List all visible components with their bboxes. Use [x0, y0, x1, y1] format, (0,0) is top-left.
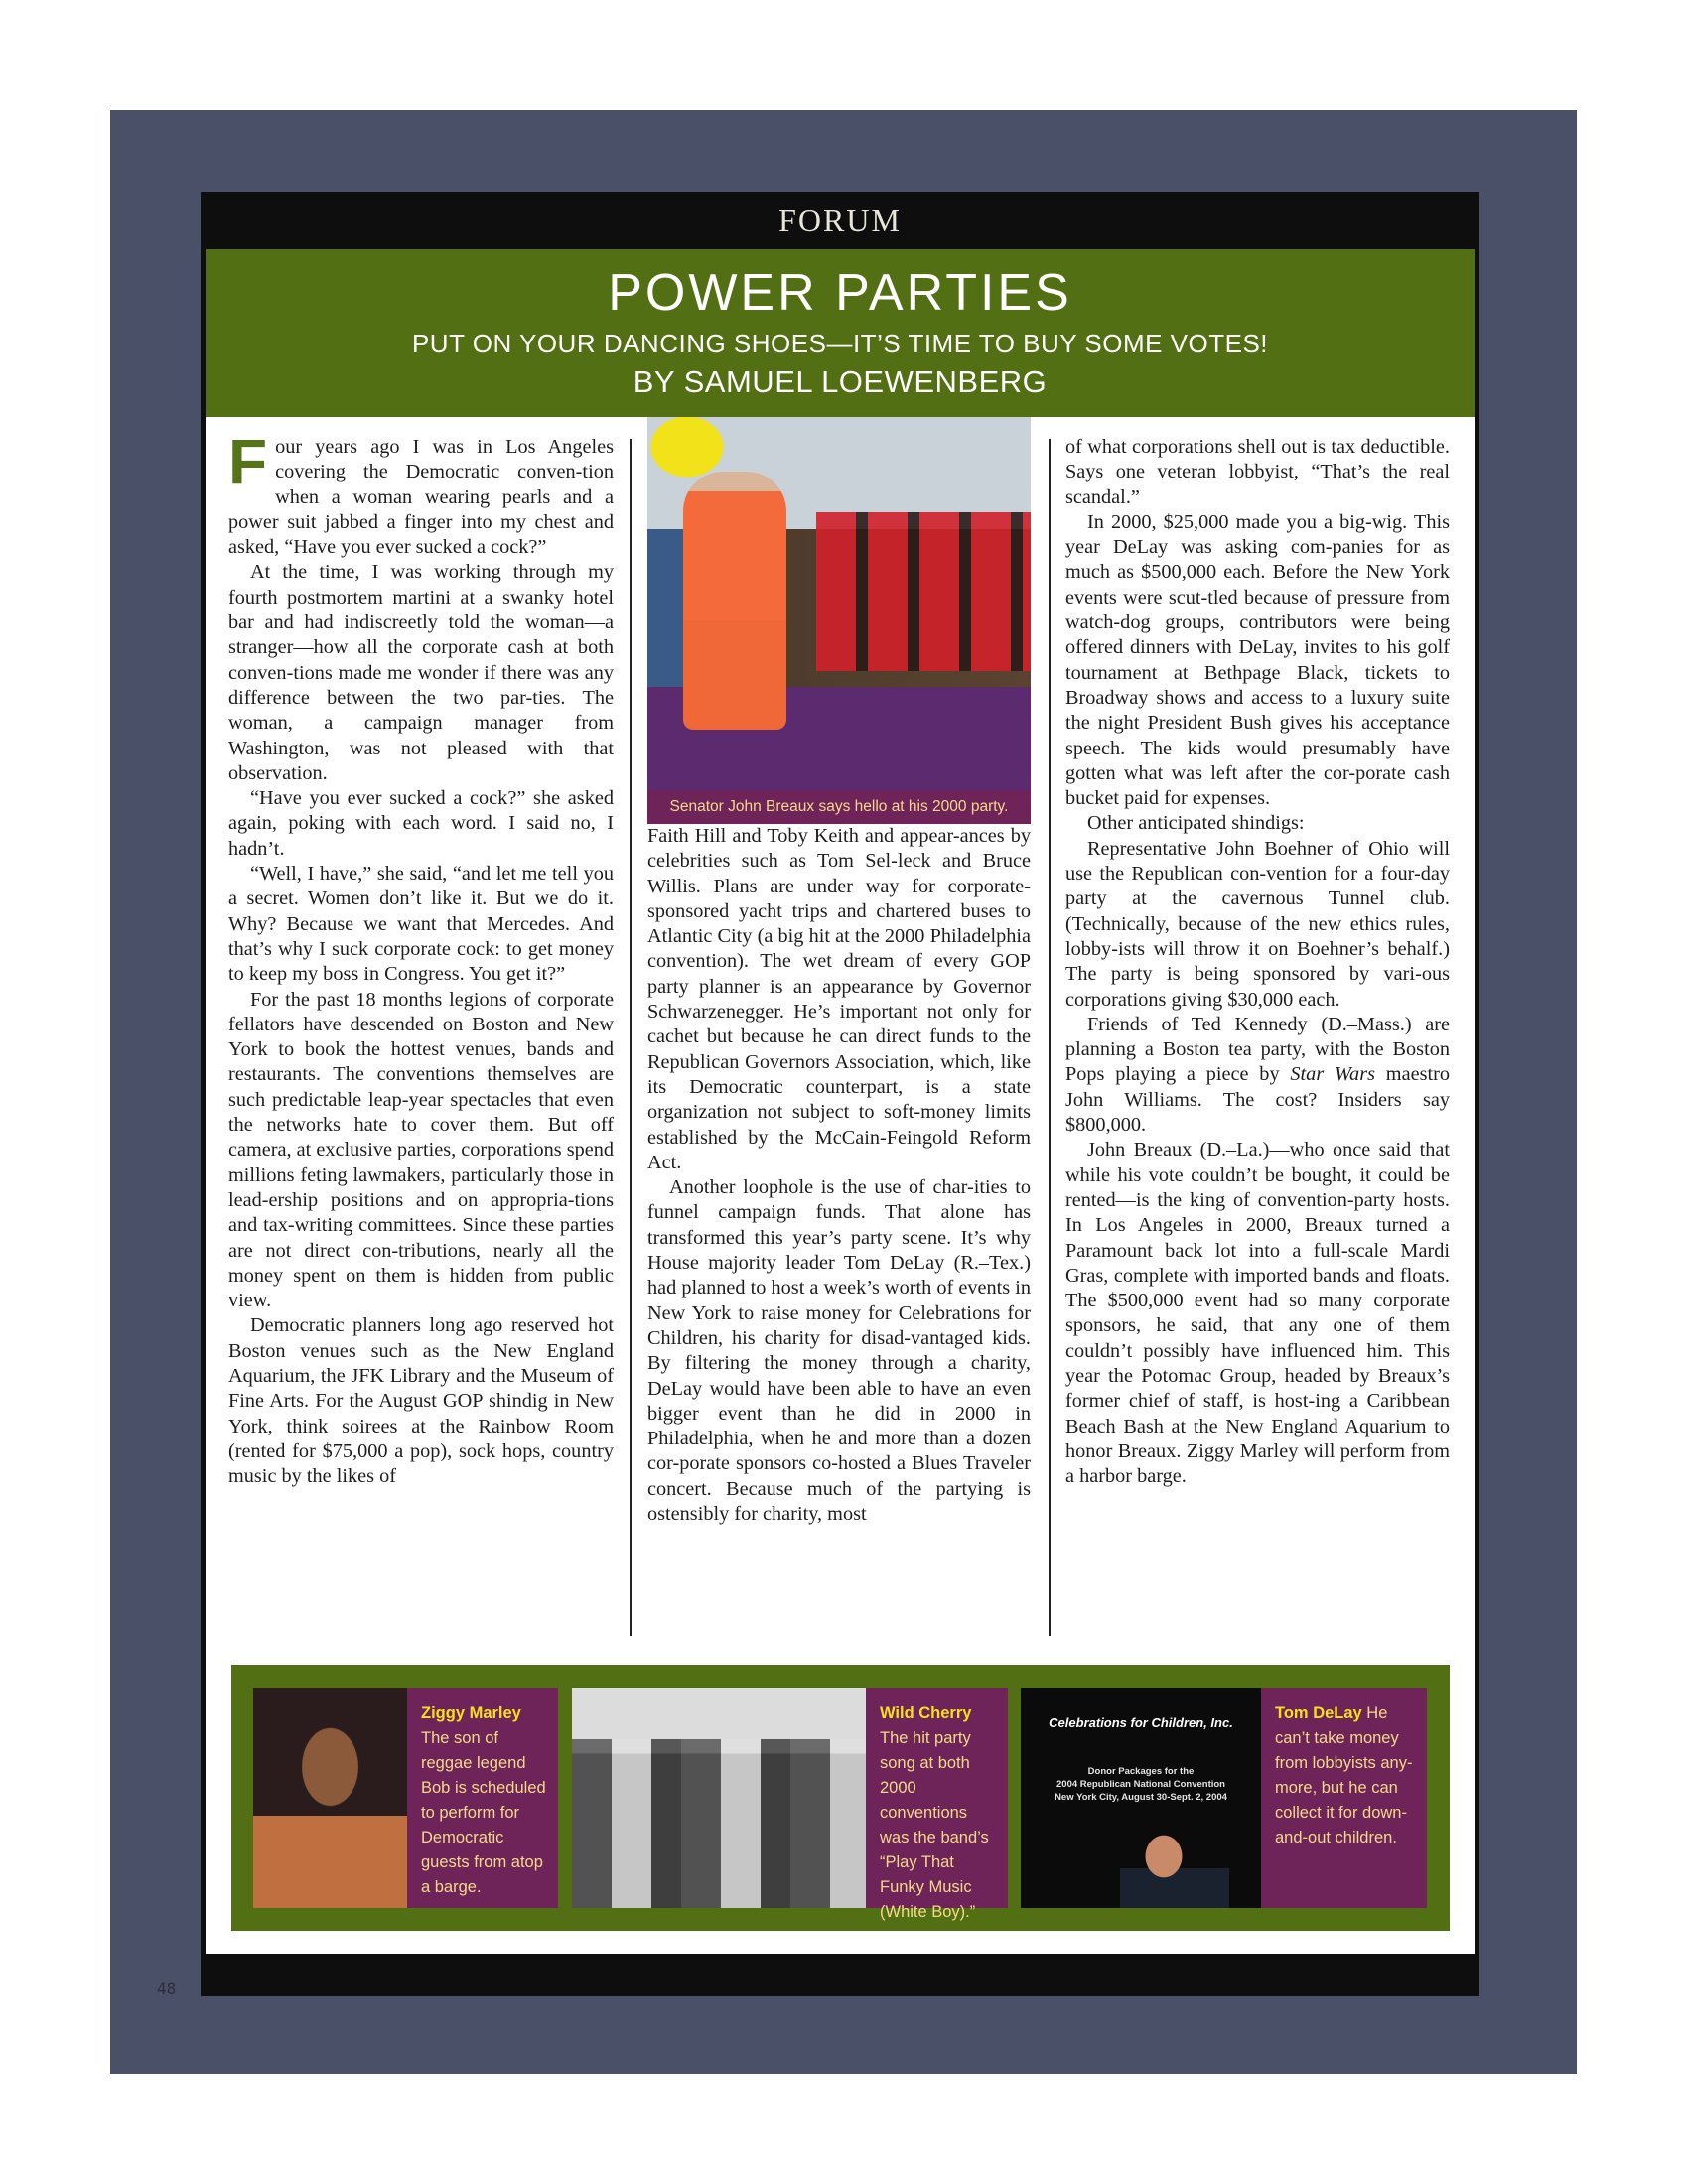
- caption-name: Tom DeLay: [1275, 1705, 1362, 1722]
- brass-band-figures: [816, 512, 1031, 671]
- caption-name: Wild Cherry: [880, 1705, 972, 1722]
- article-column-1: [228, 426, 615, 1636]
- senator-figure: [683, 472, 786, 730]
- paragraph-text: maestro John Williams. The cost? Insiders say $800,000.: [1065, 1063, 1450, 1137]
- sidebar-item-wild-cherry: [572, 1688, 1008, 1921]
- paragraph: Faith Hill and Toby Keith and appear-ances by celebrities such as Tom Sel-leck and Bruce Willis. Plans are under way for corporate-sponsored yacht trips and chartered buses to Atlantic City (a big hit at the 2000 Philadelphia convention). The wet dream of every GOP party planner is an appearance by Governor Schwarzenegger. He’s important not only for cachet but because he can direct funds to the Republican Governors Association, which, like its Democratic counterpart, is a state organization not subject to soft-money limits established by the McCain-Feingold Reform Act.: [647, 825, 1031, 1173]
- headline-title: POWER PARTIES: [608, 264, 1072, 322]
- speaker-figure: [1120, 1829, 1229, 1908]
- article-column-3: [1065, 435, 1450, 1636]
- paragraph: of what corporations shell out is tax deductible. Says one veteran lobbyist, “That’s the real scandal.”: [1065, 436, 1450, 508]
- article-column-2: [647, 824, 1031, 1638]
- section-label: FORUM: [778, 203, 902, 238]
- paragraph: For the past 18 months legions of corporate fellators have descended on Boston and New York to book the hottest venues, bands and restaurants. The conventions themselves are such predictable leap-year spectacles that even the networks hate to cover them. But off camera, at exclusive parties, corporations spend millions feting lawmakers, particularly those in lead-ership positions and on appropria-tions and tax-writing committees. Since these parties are not direct con-tributions, nearly all the money spent on them is hidden from public view.: [228, 988, 615, 1312]
- headline-deck: PUT ON YOUR DANCING SHOES—IT’S TIME TO BUY SOME VOTES!: [411, 329, 1269, 358]
- photo-subtitle-line: New York City, August 30-Sept. 2, 2004: [1055, 1792, 1227, 1803]
- paragraph: Other anticipated shindigs:: [1087, 812, 1305, 835]
- italic-title: Star Wars: [1290, 1063, 1375, 1086]
- paragraph: Representative John Boehner of Ohio will use the Republican con-vention for a four-day party at the cavernous Tunnel club. (Technically, because of the new ethics rules, lobby-ists will throw it on Boehner’s behalf.) The party is being sponsored by vari-ous corporations giving $30,000 each.: [1065, 837, 1450, 1011]
- sidebar-caption: [866, 1688, 1008, 1921]
- caption-text: He can’t take money from lobbyists any-more, but he can collect it for down-and-out children.: [1275, 1705, 1413, 1846]
- hero-photo: [647, 417, 1031, 824]
- page-number: 48: [157, 1979, 177, 1998]
- paragraph: [1065, 1013, 1450, 1138]
- sidebar-item-ziggy-marley: [253, 1688, 558, 1908]
- caption-name: Ziggy Marley: [421, 1705, 521, 1722]
- paragraph-text: Friends of Ted Kennedy (D.–Mass.) are planning a Boston tea party, with the Boston Pops playing a piece by: [1065, 1013, 1450, 1086]
- headline-banner: [206, 249, 1475, 417]
- paragraph: John Breaux (D.–La.)—who once said that while his vote couldn’t be bought, it could be rented—is the king of convention-party hosts. In Los Angeles in 2000, Breaux turned a Paramount back lot into a full-scale Mardi Gras, complete with imported bands and floats. The $500,000 event had so many corporate sponsors, he said, that any one of them couldn’t possibly have influenced him. This year the Potomac Group, headed by Breaux’s former chief of staff, is host-ing a Caribbean Beach Bash at the New England Aquarium to honor Breaux. Ziggy Marley will perform from a harbor barge.: [1065, 1139, 1450, 1488]
- column-divider: [630, 439, 632, 1636]
- band-members-image: [572, 1739, 866, 1908]
- sidebar-caption: [1261, 1688, 1427, 1908]
- hero-caption: Senator John Breaux says hello at his 2000 party.: [647, 790, 1031, 824]
- tom-delay-photo: [1021, 1688, 1261, 1908]
- photo-subtitle-line: Donor Packages for the: [1087, 1766, 1195, 1777]
- wild-cherry-photo: [572, 1688, 866, 1908]
- ziggy-marley-photo: [253, 1688, 407, 1908]
- paragraph: At the time, I was working through my fourth postmortem martini at a swanky hotel bar and had indiscreetly told the woman—a stranger—how all the corporate cash at both conven-tions made me wonder if there was any difference between the two par-ties. The woman, a campaign manager from Washington, was not pleased with that observation.: [228, 561, 614, 784]
- byline: BY SAMUEL LOEWENBERG: [633, 364, 1048, 399]
- paragraph: Another loophole is the use of char-ities to funnel campaign funds. That alone has transformed this year’s party scene. It’s why House majority leader Tom DeLay (R.–Tex.) had planned to host a week’s worth of events in New York to raise money for Celebrations for Children, his charity for disad-vantaged kids. By filtering the money through a charity, DeLay would have been able to have an even bigger event than he did in 2000 in Philadelphia, when he and more than a dozen cor-porate sponsors co-hosted a Blues Traveler concert. Because much of the partying is ostensibly for charity, most: [647, 1176, 1031, 1526]
- photo-subtitle: [1021, 1765, 1261, 1804]
- paragraph: our years ago I was in Los Angeles covering the Democratic conven-tion when a woman wearing pearls and a power suit jabbed a finger into my chest and asked, “Have you ever sucked a cock?”: [228, 436, 614, 559]
- photo-title: Celebrations for Children, Inc.: [1049, 1715, 1233, 1730]
- paragraph: “Have you ever sucked a cock?” she asked again, poking with each word. I said no, I hadn’t.: [228, 787, 614, 860]
- paragraph: Democratic planners long ago reserved hot Boston venues such as the New England Aquarium, the JFK Library and the Museum of Fine Arts. For the August GOP shindig in New York, think soirees at the Rainbow Room (rented for $75,000 a pop), sock hops, country music by the likes of: [228, 1314, 614, 1488]
- caption-text: The son of reggae legend Bob is scheduled to perform for Democratic guests from atop a barge.: [421, 1729, 546, 1896]
- photo-subtitle-line: 2004 Republican National Convention: [1056, 1779, 1225, 1790]
- column-divider: [1049, 439, 1051, 1636]
- paragraph: In 2000, $25,000 made you a big-wig. This year DeLay was asking com-panies for as much as $500,000 each. Before the New York events were scut-tled because of pressure from watch-dog groups, contributors were being offered dinners with DeLay, invites to his golf tournament at Bethpage Black, tickets to Broadway shows and access to a luxury suite the night President Bush gives his acceptance speech. The kids would presumably have gotten what was left after the cor-porate cash bucket paid for expenses.: [1065, 510, 1450, 810]
- caption-text: The hit party song at both 2000 conventions was the band’s “Play That Funky Music (White Boy).”: [880, 1729, 989, 1921]
- sidebar-caption: [407, 1688, 558, 1908]
- drop-cap: F: [228, 426, 268, 497]
- paragraph: “Well, I have,” she said, “and let me tell you a secret. Women don’t like it. But we do it. Why? Because we want that Mercedes. And that’s why I suck corporate cock: to get money to keep my boss in Congress. You get it?”: [228, 863, 614, 986]
- sidebar-item-tom-delay: [1021, 1688, 1427, 1908]
